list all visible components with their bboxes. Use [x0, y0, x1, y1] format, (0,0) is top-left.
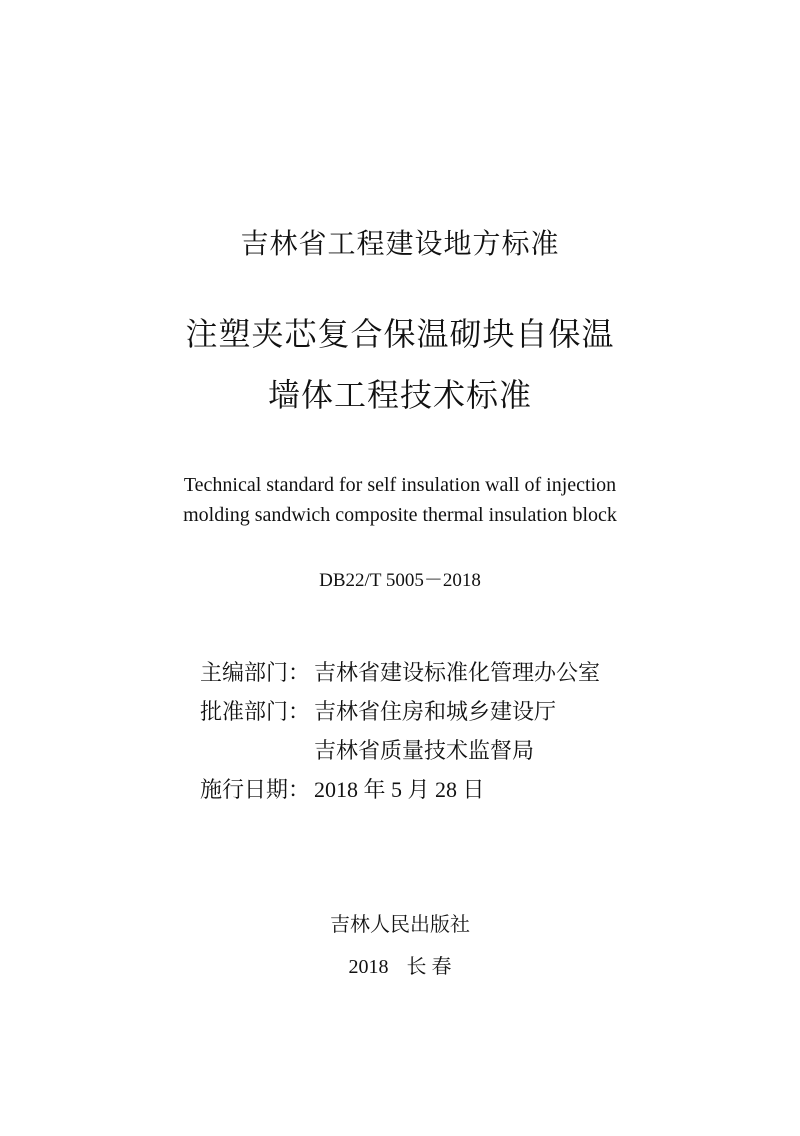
publisher-name: 吉林人民出版社 — [330, 914, 470, 936]
editor-row — [200, 656, 600, 687]
publication-year-city — [0, 950, 800, 979]
approver-label: 批准部门： — [200, 699, 311, 724]
document-title-line1: 注塑夹芯复合保温砌块自保温 — [185, 315, 615, 353]
effective-date-label: 施行日期： — [200, 777, 311, 802]
approver-value-2: 吉林省质量技术监督局 — [314, 738, 535, 763]
approver-value-1: 吉林省住房和城乡建设厅 — [314, 699, 557, 724]
english-title-line2: molding sandwich composite thermal insulation block — [183, 504, 617, 526]
effective-date-value: 2018 年 5 月 28 日 — [314, 777, 485, 802]
publication-city: 长 春 — [406, 956, 452, 978]
english-title-line1: Technical standard for self insulation wall of injection — [183, 474, 617, 496]
standard-series-title: 吉林省工程建设地方标准 — [240, 227, 560, 260]
publication-year: 2018 — [348, 956, 389, 978]
effective-date-row — [200, 773, 485, 804]
approver-row — [200, 695, 556, 726]
editor-label: 主编部门： — [200, 660, 311, 685]
editor-value: 吉林省建设标准化管理办公室 — [314, 660, 601, 685]
standard-code: DB22/T 5005－2018 — [319, 570, 481, 591]
document-title-line2: 墙体工程技术标准 — [267, 376, 532, 414]
